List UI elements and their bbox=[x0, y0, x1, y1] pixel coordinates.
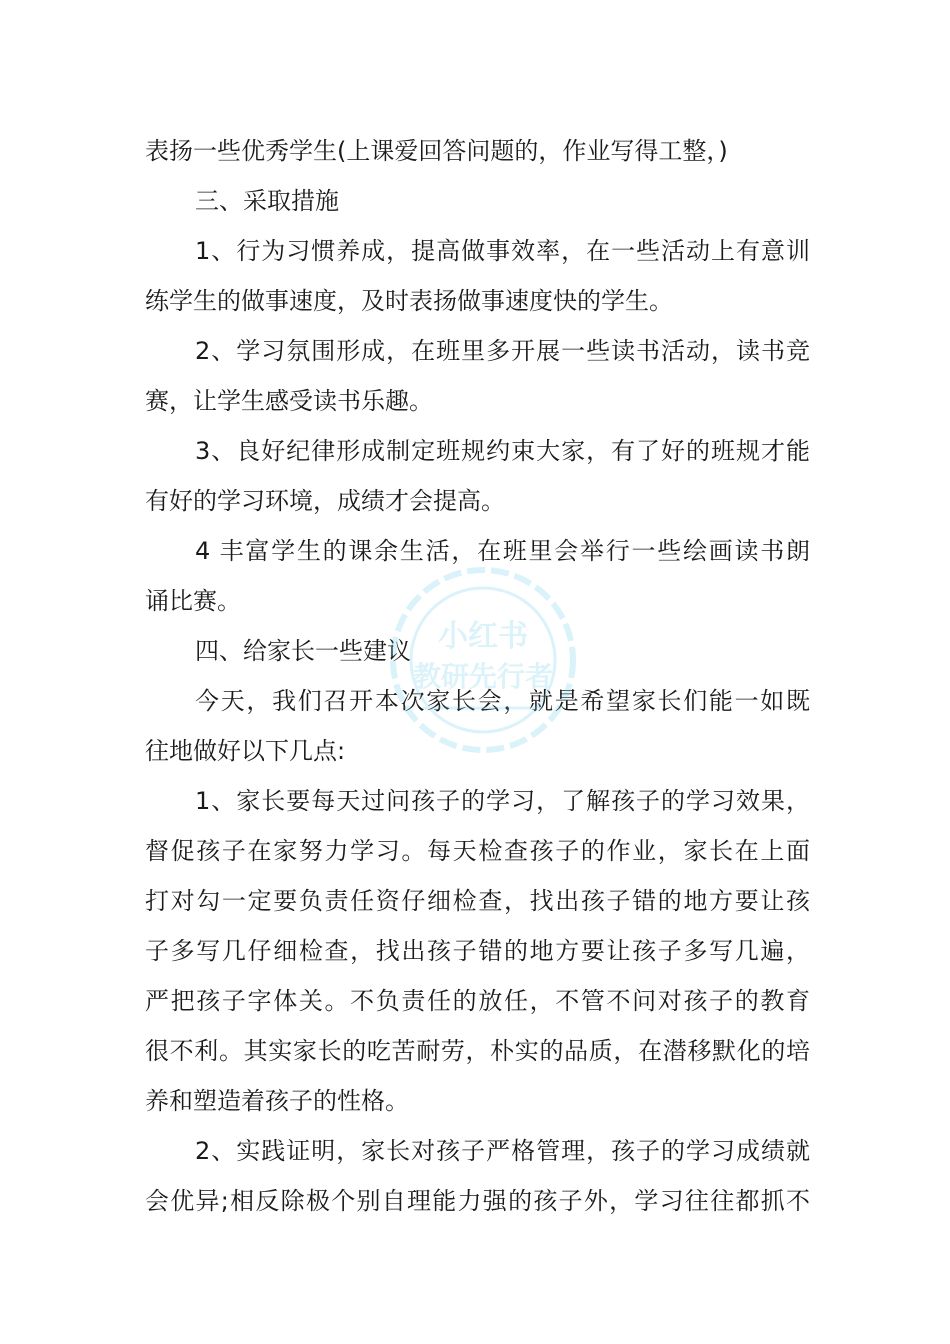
paragraph-line: 4 丰富学生的课余生活，在班里会举行一些绘画读书朗 bbox=[195, 537, 810, 565]
paragraph-line: 1、行为习惯养成，提高做事效率，在一些活动上有意训 bbox=[195, 237, 810, 265]
paragraph-line: 子多写几仔细检查，找出孩子错的地方要让孩子多写几遍， bbox=[145, 937, 810, 965]
paragraph-line: 有好的学习环境，成绩才会提高。 bbox=[145, 487, 505, 515]
paragraph-line: 2、实践证明，家长对孩子严格管理，孩子的学习成绩就 bbox=[195, 1137, 810, 1165]
paragraph-line: 养和塑造着孩子的性格。 bbox=[145, 1087, 409, 1115]
paragraph-line: 表扬一些优秀学生(上课爱回答问题的，作业写得工整，) bbox=[145, 137, 728, 165]
paragraph-line: 往地做好以下几点: bbox=[145, 737, 346, 765]
paragraph-line: 严把孩子字体关。不负责任的放任，不管不问对孩子的教育 bbox=[145, 987, 810, 1015]
paragraph-line: 诵比赛。 bbox=[145, 587, 241, 615]
paragraph-line: 会优异;相反除极个别自理能力强的孩子外，学习往往都抓不 bbox=[145, 1187, 810, 1215]
section-heading: 三、采取措施 bbox=[195, 187, 339, 215]
paragraph-line: 1、家长要每天过问孩子的学习，了解孩子的学习效果， bbox=[195, 787, 810, 815]
watermark-line2: 教研先行者 bbox=[412, 660, 554, 693]
paragraph-line: 很不利。其实家长的吃苦耐劳，朴实的品质，在潜移默化的培 bbox=[145, 1037, 810, 1065]
paragraph-line: 督促孩子在家努力学习。每天检查孩子的作业，家长在上面 bbox=[145, 837, 810, 865]
paragraph-line: 3、良好纪律形成制定班规约束大家，有了好的班规才能 bbox=[195, 437, 810, 465]
watermark-line1: 小红书 bbox=[438, 619, 528, 654]
paragraph-line: 练学生的做事速度，及时表扬做事速度快的学生。 bbox=[145, 287, 673, 315]
paragraph-line: 2、学习氛围形成，在班里多开展一些读书活动，读书竞 bbox=[195, 337, 810, 365]
section-heading: 四、给家长一些建议 bbox=[195, 637, 411, 665]
paragraph-line: 今天，我们召开本次家长会，就是希望家长们能一如既 bbox=[195, 687, 810, 715]
paragraph-line: 打对勾一定要负责任资仔细检查，找出孩子错的地方要让孩 bbox=[145, 887, 810, 915]
paragraph-line: 赛，让学生感受读书乐趣。 bbox=[145, 387, 433, 415]
